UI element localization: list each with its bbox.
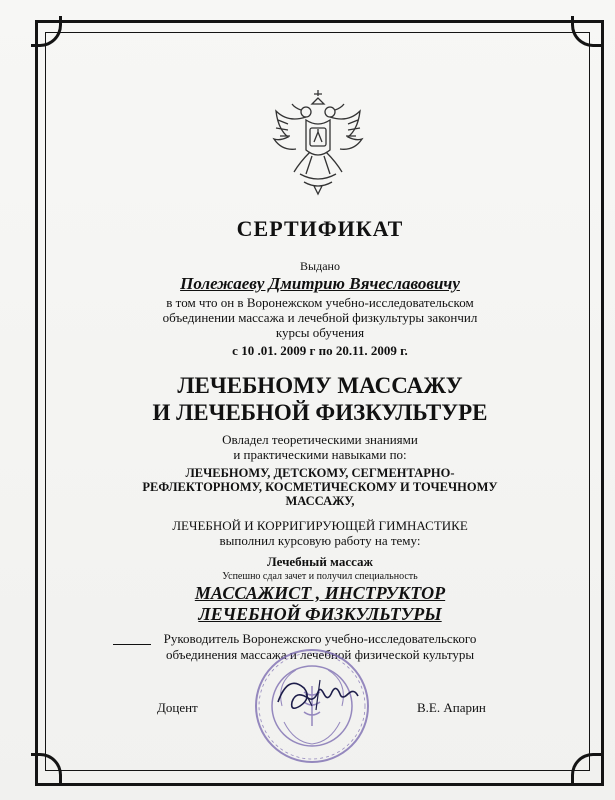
course-name-line: И ЛЕЧЕБНОЙ ФИЗКУЛЬТУРЕ (152, 400, 488, 425)
signer-name: В.Е. Апарин (417, 700, 486, 715)
coursework-topic: Лечебный массаж (267, 554, 373, 569)
signer-title: Доцент (157, 700, 198, 715)
disciplines-line: ЛЕЧЕБНОМУ, ДЕТСКОМУ, СЕГМЕНТАРНО- (185, 466, 455, 480)
head-title-line: объединения массажа и лечебной физической культуры (165, 647, 475, 662)
passed-line: Успешно сдал зачет и получил специальность (222, 571, 418, 582)
head-title-line: Руководитель Воронежского учебно-исследовательского (163, 631, 477, 646)
qualification-line: МАССАЖИСТ , ИНСТРУКТОР (194, 583, 446, 603)
course-name-line: ЛЕЧЕБНОМУ МАССАЖУ (177, 373, 463, 398)
gymnastics-line: ЛЕЧЕБНОЙ И КОРРИГИРУЮЩЕЙ ГИМНАСТИКЕ (172, 518, 468, 533)
course-name (90, 372, 550, 426)
issued-label: Выдано (300, 259, 340, 273)
coursework-line: выполнил курсовую работу на тему: (219, 533, 421, 548)
certificate-title: СЕРТИФИКАТ (236, 216, 404, 241)
qualification-line: ЛЕЧЕБНОЙ ФИЗКУЛЬТУРЫ (198, 604, 442, 624)
mastered-text (90, 432, 550, 462)
completion-line: в том что он в Воронежском учебно-исследовательском (166, 295, 474, 310)
double-headed-eagle-icon (270, 90, 366, 196)
completion-text (90, 295, 550, 340)
signature-icon (272, 672, 372, 720)
mastered-line: и практическими навыками по: (233, 447, 407, 462)
disciplines-list (90, 466, 550, 508)
qualification (90, 583, 550, 625)
recipient-name: Полежаеву Дмитрию Вячеславовичу (180, 274, 460, 293)
course-dates: с 10 .01. 2009 г по 20.11. 2009 г. (232, 343, 408, 358)
mastered-line: Овладел теоретическими знаниями (222, 432, 418, 447)
disciplines-line: РЕФЛЕКТОРНОМУ, КОСМЕТИЧЕСКОМУ И ТОЧЕЧНОМУ (142, 480, 498, 494)
completion-line: объединении массажа и лечебной физкультуры закончил (162, 310, 478, 325)
completion-line: курсы обучения (275, 325, 365, 340)
disciplines-line: МАССАЖУ, (285, 494, 355, 508)
